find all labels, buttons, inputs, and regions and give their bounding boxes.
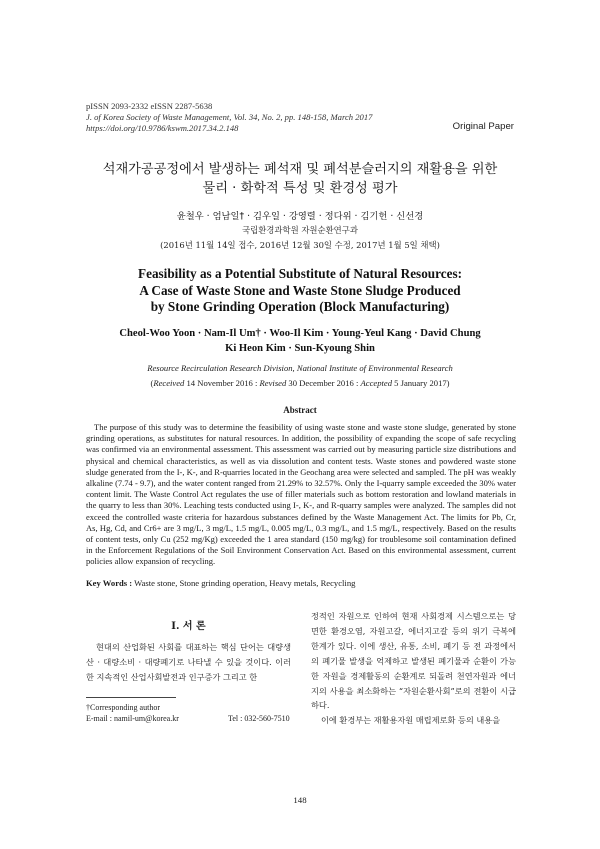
page-number: 148: [293, 795, 307, 805]
issn-line: pISSN 2093-2332 eISSN 2287-5638: [86, 101, 213, 111]
english-title-line-1: Feasibility as a Potential Substitute of Natural Resources:: [138, 266, 462, 281]
korean-title-line-2: 물리 · 화학적 특성 및 환경성 평가: [202, 181, 398, 196]
english-affiliation: Resource Recirculation Research Division, National Institute of Environmental Research: [147, 363, 453, 373]
footnote-corresponding: †Corresponding author: [86, 703, 160, 712]
korean-authors: 윤철우 · 엄남일† · 김우일 · 강영렬 · 정다위 · 김기헌 · 신선경: [176, 211, 424, 222]
abstract-heading: Abstract: [283, 405, 317, 415]
english-authors-line-2: Ki Heon Kim · Sun-Kyoung Shin: [225, 343, 375, 354]
korean-affiliation: 국립환경과학원 자원순환연구과: [242, 225, 358, 235]
article-type-label: Original Paper: [452, 121, 514, 132]
journal-citation: J. of Korea Society of Waste Management, Vol. 34, No. 2, pp. 148-158, March 2017: [86, 112, 373, 122]
intro-right-column: 정적인 자원으로 인하여 현재 사회경제 시스템으로는 당면한 환경오염, 자원고갈, 에너지고갈 등의 위기 극복에 한계가 있다. 이에 생산, 유통, 소비, 폐기 등 전 과정에서의 폐기물 발생을 억제하고 발생된 폐기물과 순환이 가능한 자원을 경제활동의 순환계로 되돌려 천연자원과 에너지의 사용을 최소화하는 “자원순환사회”로의 전환이 시급하다. 이에 환경부는 재활용자원 매립제로화 등의 내용을: [311, 611, 516, 726]
doi-link[interactable]: https://doi.org/10.9786/kswm.2017.34.2.148: [86, 123, 239, 133]
english-title-line-2: A Case of Waste Stone and Waste Stone Sludge Produced: [139, 282, 461, 298]
footnote-contact: [86, 714, 296, 725]
intro-left-column: 현대의 산업화된 사회를 대표하는 핵심 단어는 대량생산 · 대량소비 · 대량폐기로 나타낼 수 있을 것이다. 이러한 지속적인 산업사회발전과 인구증가 그리고 한: [86, 642, 291, 682]
english-dates: (Received 14 November 2016 : Revised 30 December 2016 : Accepted 5 January 2017): [150, 378, 450, 388]
section-heading-introduction: I. 서 론: [171, 621, 206, 632]
footnote-email[interactable]: E-mail : namil-um@korea.kr: [86, 714, 179, 723]
english-authors-line-1: Cheol-Woo Yoon · Nam-Il Um† · Woo-Il Kim · Young-Yeul Kang · David Chung: [119, 328, 481, 339]
korean-dates: (2016년 11월 14일 접수, 2016년 12월 30일 수정, 2017년 1월 5일 채택): [160, 240, 440, 250]
footnote-rule: [86, 697, 176, 698]
keywords: Key Words : Waste stone, Stone grinding operation, Heavy metals, Recycling: [86, 578, 356, 588]
abstract-body: The purpose of this study was to determine the feasibility of using waste stone and waste stone sludge, generated by stone grinding operations, as substitutes for natural resources. In addition, the possibility of expanding the scope of safe recycling was confirmed via an environmental assessment. This assessment was carried out by measuring particle size distributions and physical and chemical characteristics, as well as via dissolution and content tests. Waste stones and powdered waste stone sludge generated from the I-, K-, and R-quarries located in the Geochang area were selected and sampled. The pH was weakly alkaline (7.74 - 9.7), and the water content ranged from 21.29% to 32.57%. Only the I-quarry sample exceeded the 30% water content limit. The Waste Control Act regulates the use of filler materials such as bottom restoration and lowland materials in the quarry to less than 30%. Leaching tests conducted using I-, K-, and R-quarry samples were analyzed. The samples did not exceed the controlled waste criteria for hazardous substances defined by the Waste Management Act. The limits for Pb, Cr, As, Hg, Cd, and Cr6+ are 3 mg/L, 3 mg/L, 1.5 mg/L, 0.005 mg/L, 0.3 mg/L, and 1.5 mg/L, respectively. Based on the results of content tests, only Cu (252 mg/Kg) exceeded the 1 area standard (150 mg/kg) for troublesome soil contamination defined in the Enforcement Regulations of the Soil Environment Conservation Act. Based on this environmental assessment, current policies allow expansion of recycling.: [86, 422, 516, 567]
english-title-line-3: by Stone Grinding Operation (Block Manufacturing): [150, 299, 450, 314]
korean-title-line-1: 석재가공공정에서 발생하는 폐석재 및 폐석분슬러지의 재활용을 위한: [102, 162, 498, 177]
footnote-tel: Tel : 032-560-7510: [228, 714, 290, 723]
